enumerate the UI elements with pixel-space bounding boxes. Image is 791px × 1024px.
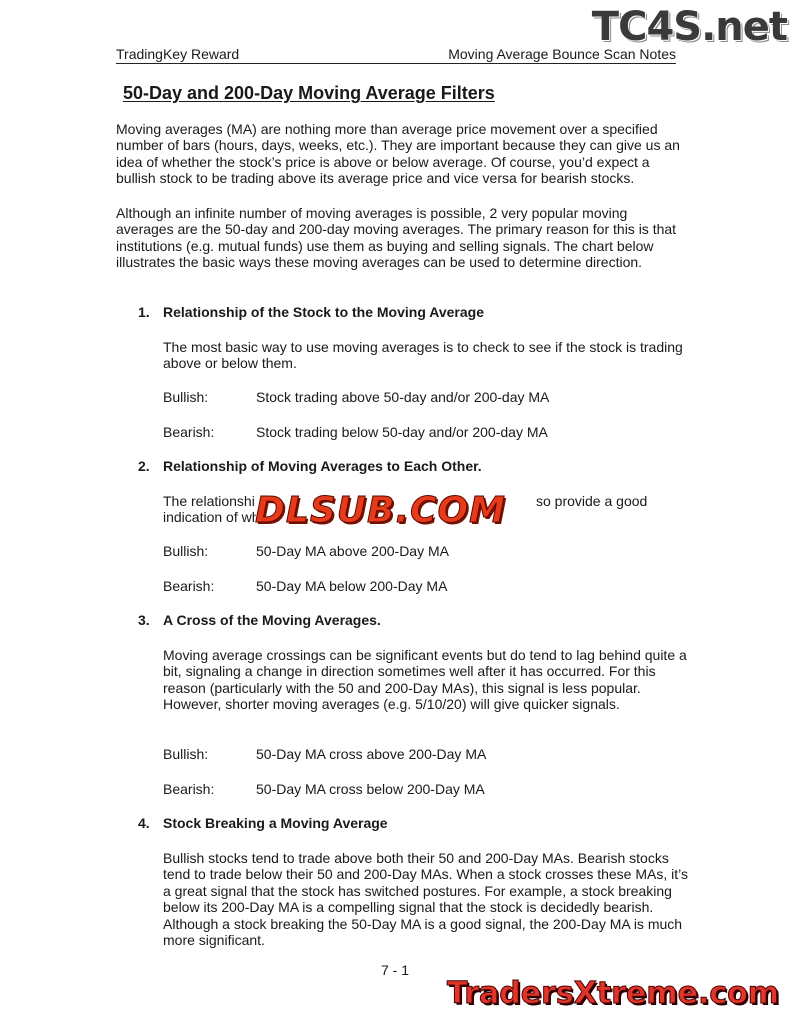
header-divider (116, 63, 676, 64)
section-4-heading: Stock Breaking a Moving Average (163, 815, 388, 831)
page-title: 50-Day and 200-Day Moving Average Filters (123, 83, 495, 103)
section-2-bearish-label: Bearish: (163, 578, 215, 594)
intro-paragraph-2: Although an infinite number of moving averages is possible, 2 very popular moving averages are the 50-day and 200-day moving averages. The primary reason for this is that institutions (e.g. mutual funds) use them as buying and selling signals. The chart below illustrates the basic ways these moving averages can be used to determine direction. (116, 205, 677, 271)
section-2-body-line1-end: so provide a good (536, 493, 648, 509)
section-2-body-line2: indication of wh (163, 509, 260, 525)
section-3-bullish-value: 50-Day MA cross above 200-Day MA (256, 746, 487, 762)
header-left-text: TradingKey Reward (116, 46, 240, 62)
section-1-bearish-value: Stock trading below 50-day and/or 200-day MA (256, 424, 548, 440)
section-3-bearish-label: Bearish: (163, 781, 215, 797)
tradersxtreme-watermark: TradersXtreme.com (447, 976, 779, 1011)
section-1-number: 1. (138, 304, 150, 320)
section-2-heading: Relationship of Moving Averages to Each Other. (163, 458, 482, 474)
section-3-body: Moving average crossings can be significant events but do tend to lag behind quite a bit, signaling a change in direction sometimes well after it has occurred. For this reason (particularly with the 50 and 200-Day MAs), this signal is less popular. However, shorter moving averages (e.g. 5/10/20) will give quicker signals. (163, 647, 687, 713)
section-2-bullish-value: 50-Day MA above 200-Day MA (256, 543, 449, 559)
section-1-heading: Relationship of the Stock to the Moving Average (163, 304, 484, 320)
tc4s-watermark: TC4S.net (591, 4, 787, 50)
section-1-body: The most basic way to use moving averages is to check to see if the stock is trading above or below them. (163, 339, 683, 372)
section-2-number: 2. (138, 458, 150, 474)
dlsub-watermark: DLSUB.COM (255, 490, 506, 531)
section-2-bullish-label: Bullish: (163, 543, 209, 559)
section-4-number: 4. (138, 815, 150, 831)
section-2-body-line1-start: The relationshi (163, 493, 255, 509)
section-3-bearish-value: 50-Day MA cross below 200-Day MA (256, 781, 485, 797)
section-3-number: 3. (138, 612, 150, 628)
section-4-body: Bullish stocks tend to trade above both their 50 and 200-Day MAs. Bearish stocks tend to trade below their 50 and 200-Day MAs. When a stock crosses these MAs, it’s a great signal that the stock has switched postures. For example, a stock breaking below its 200-Day MA is a compelling signal that the stock is decidedly bearish. Although a stock breaking the 50-Day MA is a good signal, the 200-Day MA is much more significant. (163, 850, 688, 949)
section-3-heading: A Cross of the Moving Averages. (163, 612, 381, 628)
section-3-bullish-label: Bullish: (163, 746, 209, 762)
intro-paragraph-1: Moving averages (MA) are nothing more than average price movement over a specified number of bars (hours, days, weeks, etc.). They are important because they can give us an idea of whether the stock’s price is above or below average. Of course, you’d expect a bullish stock to be trading above its average price and vice versa for bearish stocks. (116, 121, 680, 187)
section-1-bearish-label: Bearish: (163, 424, 215, 440)
section-1-bullish-label: Bullish: (163, 389, 209, 405)
page-number: 7 - 1 (381, 962, 410, 978)
section-1-bullish-value: Stock trading above 50-day and/or 200-day MA (256, 389, 550, 405)
header-right-text: Moving Average Bounce Scan Notes (448, 46, 676, 62)
section-2-bearish-value: 50-Day MA below 200-Day MA (256, 578, 448, 594)
